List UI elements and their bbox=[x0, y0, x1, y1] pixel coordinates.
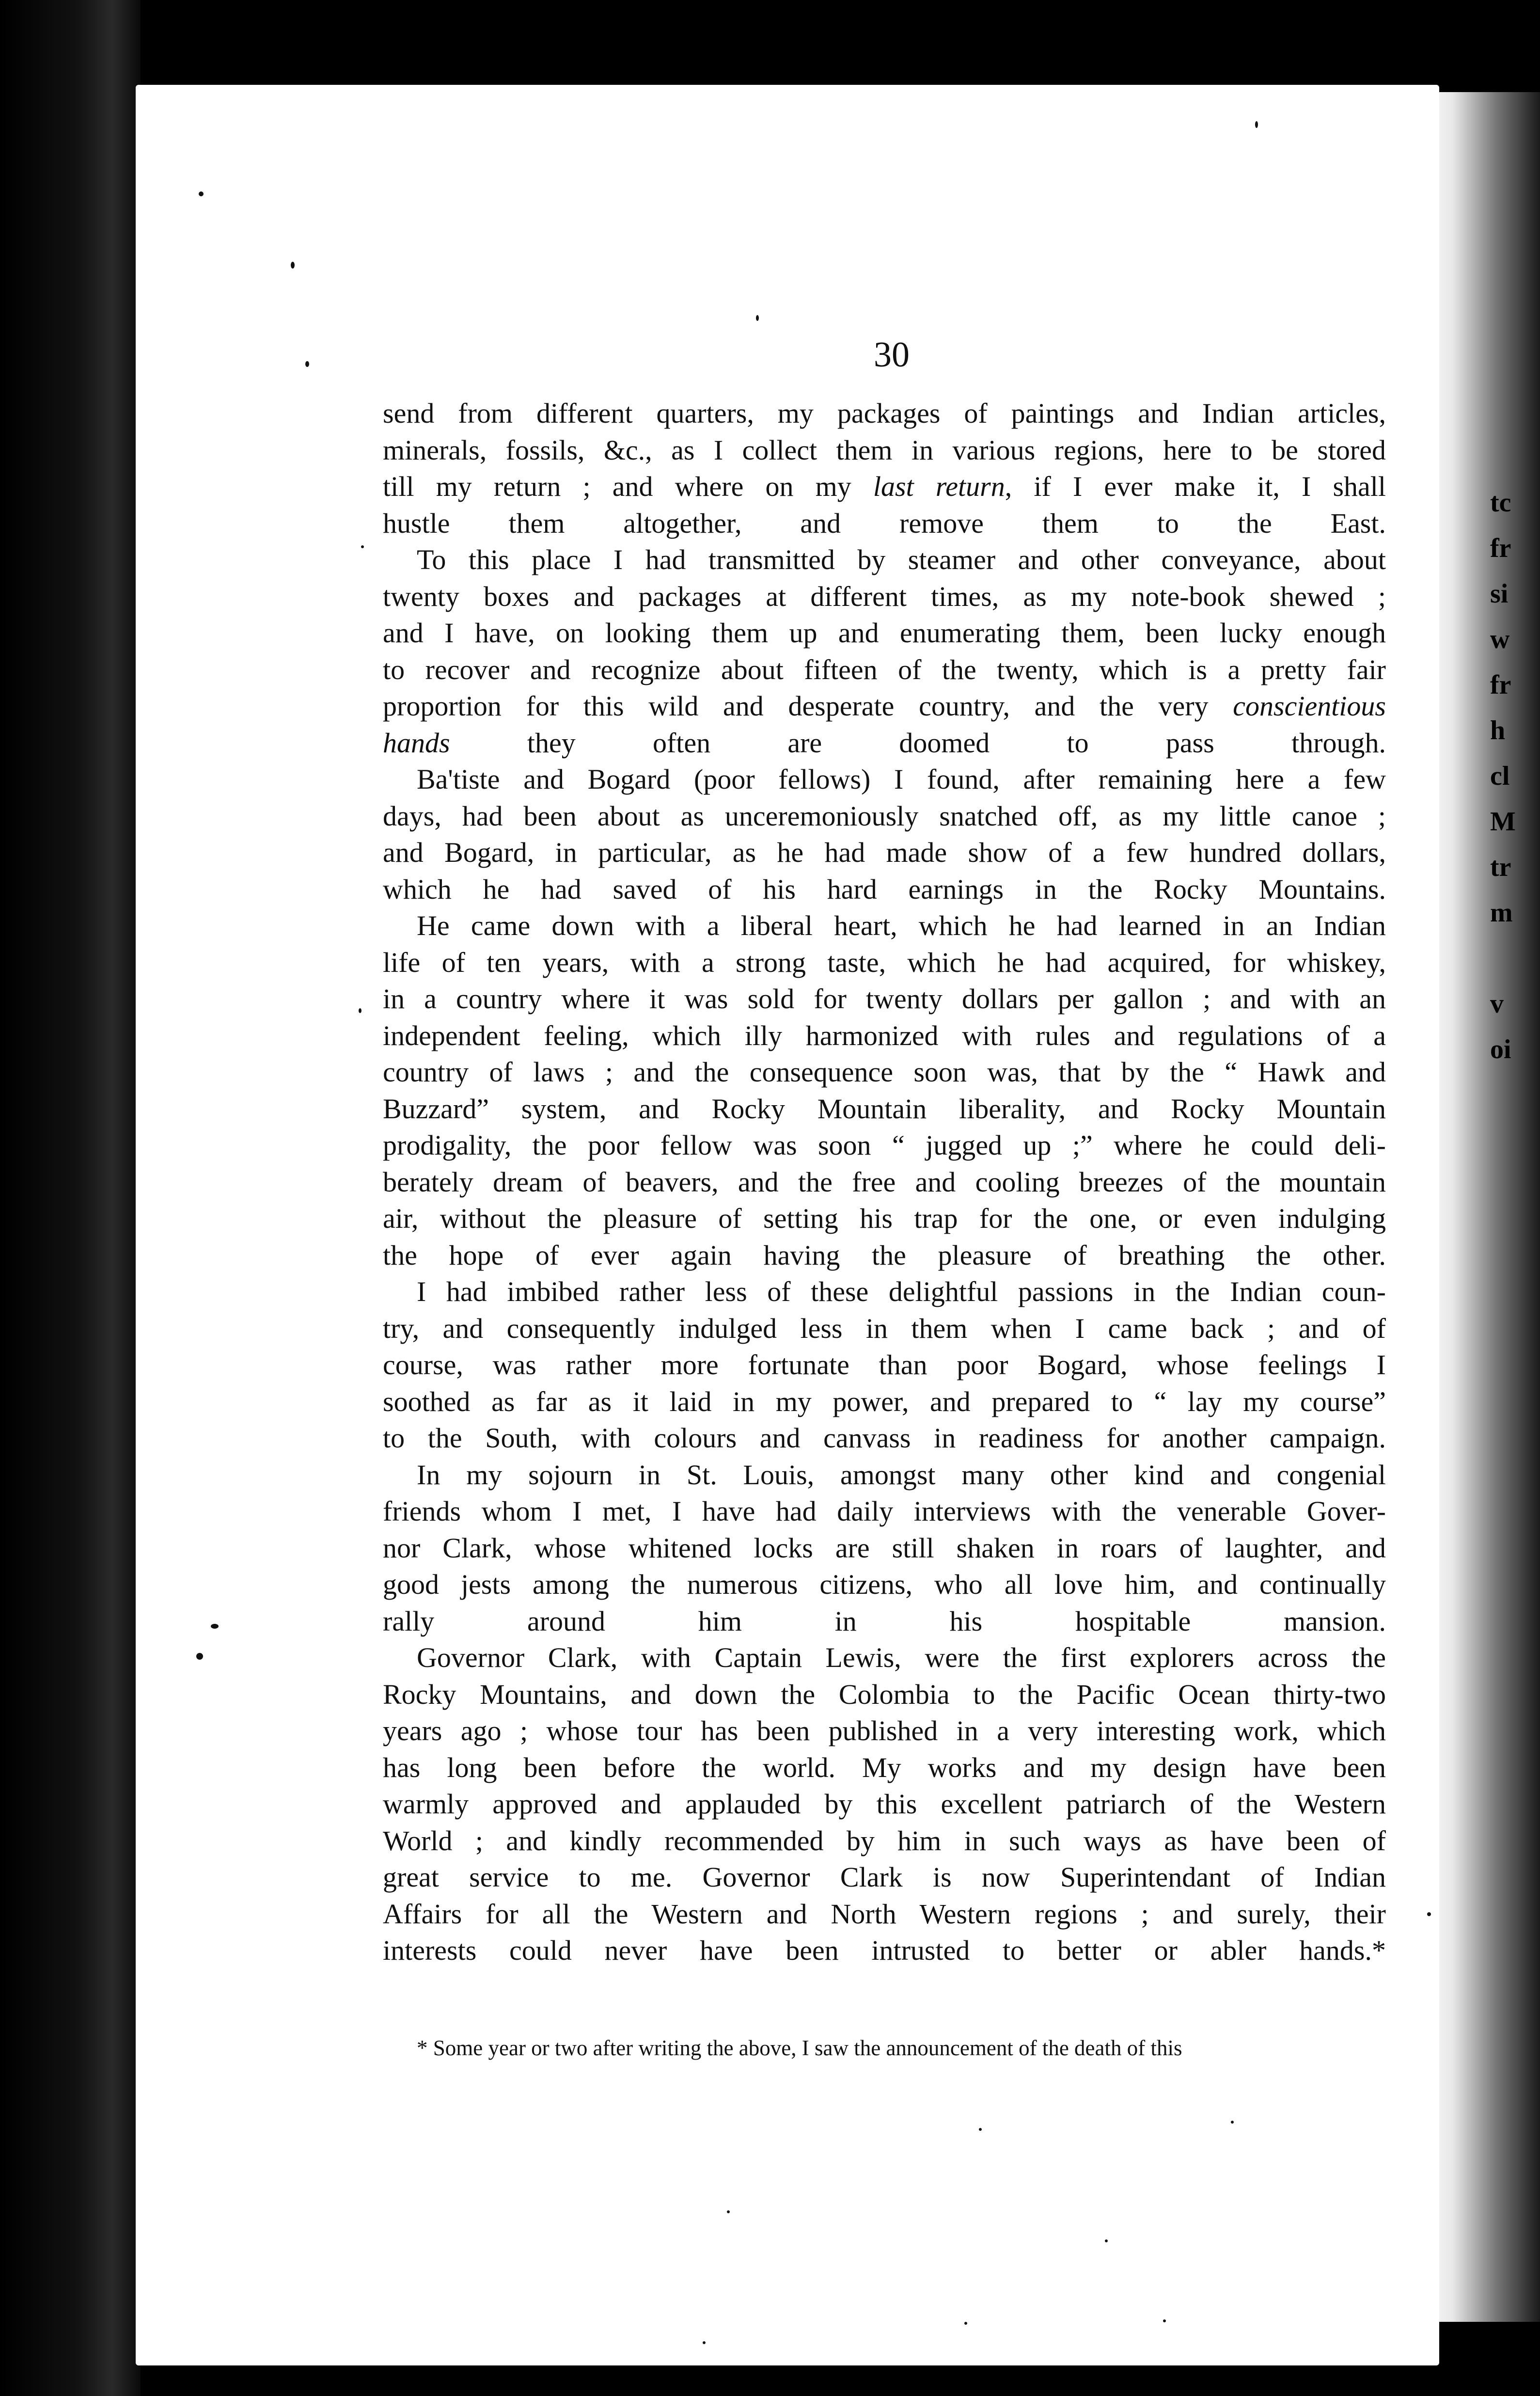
paragraph bbox=[383, 1639, 1386, 1969]
scan-speck bbox=[196, 1653, 203, 1660]
paragraph bbox=[383, 907, 1386, 1273]
text-line: berately dream of beavers, and the free and cooling breezes of the mountain bbox=[383, 1166, 1386, 1198]
text-line: World ; and kindly recommended by him in such ways as have been of bbox=[383, 1825, 1386, 1857]
text-line: proportion for this wild and desperate country, and the very conscientious bbox=[383, 690, 1386, 722]
scan-speck bbox=[211, 1624, 219, 1629]
paragraph bbox=[383, 395, 1386, 541]
scan-speck bbox=[1163, 2319, 1166, 2322]
text-line: Governor Clark, with Captain Lewis, were the first explorers across the bbox=[417, 1642, 1386, 1673]
text-line: Rocky Mountains, and down the Colombia to the Pacific Ocean thirty-two bbox=[383, 1678, 1386, 1710]
text-line: course, was rather more fortunate than poor Bogard, whose feelings I bbox=[383, 1349, 1386, 1380]
text-line: country of laws ; and the consequence soon was, that by the “ Hawk and bbox=[383, 1056, 1386, 1088]
scan-speck bbox=[291, 262, 295, 269]
text-line: Ba'tiste and Bogard (poor fellows) I found, after remaining here a few bbox=[417, 763, 1386, 795]
text-line: to recover and recognize about fifteen of the twenty, which is a pretty fair bbox=[383, 653, 1386, 685]
text-line: send from different quarters, my packages of paintings and Indian articles, bbox=[383, 397, 1386, 429]
scan-speck bbox=[1105, 2239, 1108, 2242]
text-line: I had imbibed rather less of these delightful passions in the Indian coun- bbox=[417, 1276, 1386, 1307]
scan-speck bbox=[199, 191, 204, 196]
text-line: years ago ; whose tour has been published in a very interesting work, which bbox=[383, 1715, 1386, 1746]
text-line: which he had saved of his hard earnings in the Rocky Mountains. bbox=[383, 873, 1386, 905]
text-line: and I have, on looking them up and enumerating them, been lucky enough bbox=[383, 617, 1386, 649]
text-line: prodigality, the poor fellow was soon “ jugged up ;” where he could deli- bbox=[383, 1129, 1386, 1161]
text-line: Affairs for all the Western and North Western regions ; and surely, their bbox=[383, 1898, 1386, 1930]
scan-speck bbox=[979, 2128, 982, 2131]
paragraph bbox=[383, 761, 1386, 907]
scan-speck bbox=[756, 315, 759, 321]
text-line: air, without the pleasure of setting his trap for the one, or even indulging bbox=[383, 1203, 1386, 1234]
text-line: friends whom I met, I have had daily interviews with the venerable Gover- bbox=[383, 1495, 1386, 1527]
text-line: till my return ; and where on my last return, if I ever make it, I shall bbox=[383, 471, 1386, 502]
paragraph bbox=[383, 1457, 1386, 1640]
scan-speck bbox=[727, 2210, 730, 2213]
scan-speck bbox=[703, 2341, 706, 2344]
text-line: minerals, fossils, &c., as I collect them in various regions, here to be stored bbox=[383, 434, 1386, 466]
text-line: life of ten years, with a strong taste, which he had acquired, for whiskey, bbox=[383, 946, 1386, 978]
scan-speck bbox=[1427, 1912, 1431, 1916]
scan-speck bbox=[964, 2322, 967, 2325]
text-line: soothed as far as it laid in my power, and prepared to “ lay my course” bbox=[383, 1385, 1386, 1417]
text-line: nor Clark, whose whitened locks are still shaken in roars of laughter, and bbox=[383, 1532, 1386, 1564]
text-line: try, and consequently indulged less in them when I came back ; and of bbox=[383, 1312, 1386, 1344]
scan-speck bbox=[361, 545, 364, 548]
text-line: in a country where it was sold for twenty dollars per gallon ; and with an bbox=[383, 983, 1386, 1015]
text-line: He came down with a liberal heart, which he had learned in an Indian bbox=[417, 910, 1386, 941]
text-line: has long been before the world. My works and my design have been bbox=[383, 1751, 1386, 1783]
footnote: * Some year or two after writing the above, I saw the announcement of the death of this bbox=[417, 2036, 1182, 2060]
text-line: to the South, with colours and canvass in readiness for another campaign. bbox=[383, 1422, 1386, 1454]
text-line: warmly approved and applauded by this excellent patriarch of the Western bbox=[383, 1788, 1386, 1820]
text-line: In my sojourn in St. Louis, amongst many other kind and congenial bbox=[417, 1459, 1386, 1491]
text-line: hustle them altogether, and remove them to the East. bbox=[383, 507, 1386, 539]
page-number: 30 bbox=[874, 335, 910, 375]
next-page-text-fragments: tc fr si w fr h cl M tr m v oi bbox=[1490, 488, 1516, 1064]
text-line: rally around him in his hospitable mansion. bbox=[383, 1605, 1386, 1637]
text-line: twenty boxes and packages at different times, as my note-book shewed ; bbox=[383, 580, 1386, 612]
text-line: and Bogard, in particular, as he had made show of a few hundred dollars, bbox=[383, 837, 1386, 868]
book-spine-edge bbox=[0, 0, 141, 2396]
text-line: the hope of ever again having the pleasure of breathing the other. bbox=[383, 1239, 1386, 1271]
text-line: Buzzard” system, and Rocky Mountain liberality, and Rocky Mountain bbox=[383, 1093, 1386, 1125]
text-line: great service to me. Governor Clark is now Superintendant of Indian bbox=[383, 1861, 1386, 1893]
scan-speck bbox=[1255, 121, 1258, 128]
body-text bbox=[383, 395, 1386, 1969]
paragraph bbox=[383, 1273, 1386, 1457]
scan-speck bbox=[359, 1008, 361, 1013]
text-line: independent feeling, which illy harmonized with rules and regulations of a bbox=[383, 1019, 1386, 1051]
text-line: good jests among the numerous citizens, who all love him, and continually bbox=[383, 1569, 1386, 1600]
paragraph bbox=[383, 541, 1386, 761]
text-line: days, had been about as unceremoniously snatched off, as my little canoe ; bbox=[383, 800, 1386, 832]
text-line: interests could never have been intrusted to better or abler hands.* bbox=[383, 1935, 1386, 1966]
text-line: hands they often are doomed to pass through. bbox=[383, 727, 1386, 759]
scan-speck bbox=[305, 361, 309, 367]
scan-speck bbox=[1231, 2121, 1234, 2124]
text-line: To this place I had transmitted by steamer and other conveyance, about bbox=[417, 544, 1386, 575]
